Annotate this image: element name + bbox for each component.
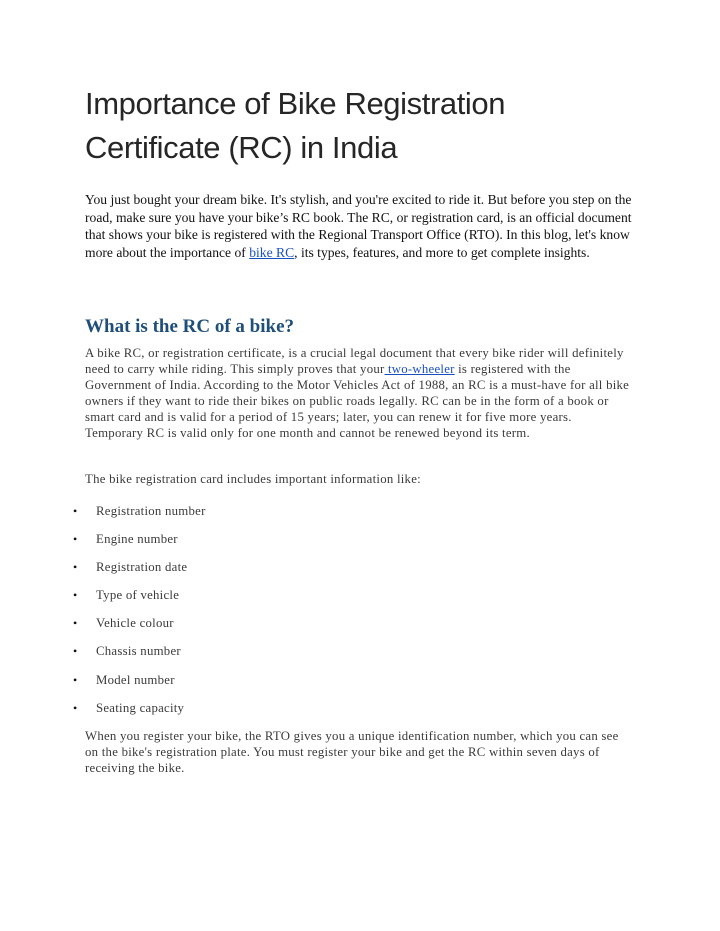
list-item-text: Registration date [96,560,188,575]
list-item [0,558,720,586]
bullet-icon: • [73,700,78,715]
intro-text-before: You just bought your dream bike. It's stylish, and you're excited to ride it. But before you step on the road, make sure you have your bike’s RC book. The RC, or registration card, is an official document that shows your bike is registered with the Regional Transport Office (RTO). In this blog, let's know more about the importance of [85,192,632,260]
list-item-text: Seating capacity [96,700,185,715]
list-item [0,614,720,642]
list-item [0,642,720,670]
list-item-text: Vehicle colour [96,616,174,631]
bullet-icon: • [73,672,78,687]
bullet-icon: • [73,560,78,575]
intro-text-after: , its types, features, and more to get complete insights. [294,244,590,260]
bullet-icon: • [73,616,78,631]
page-title: Importance of Bike Registration Certificate (RC) in India [85,86,506,165]
bullet-icon: • [73,644,78,659]
rc-definition-paragraph [85,346,630,441]
list-item-text: Model number [96,672,175,687]
bike-rc-link[interactable]: bike RC [249,244,295,260]
list-item [0,530,720,558]
two-wheeler-link[interactable]: two-wheeler [384,361,455,376]
list-item-text: Registration number [96,504,206,518]
list-item [0,502,720,530]
registration-paragraph: When you register your bike, the RTO gives you a unique identification number, which you can see on the bike's registration plate. You must register your bike and get the RC within seven days of receiving the bike. [85,729,619,775]
list-item [0,671,720,699]
rc-info-list [0,502,720,727]
bullet-icon: • [73,504,78,518]
bullet-icon: • [73,532,78,547]
intro-paragraph [85,191,640,261]
list-item [0,586,720,614]
rc-definition-text-after: is registered with the Government of India. According to the Motor Vehicles Act of 1988, an RC is a must-have for all bike owners if they want to ride their bikes on public roads legally. RC can be in the form of a book or smart card and is valid for a period of 15 years; later, you can renew it for five more years. Temporary RC is valid only for one month and cannot be renewed beyond its term. [85,361,630,440]
list-item-text: Chassis number [96,644,181,659]
list-item-text: Type of vehicle [96,588,180,603]
bullet-icon: • [73,588,78,603]
list-item-text: Engine number [96,532,178,547]
list-item [0,699,720,727]
info-intro-paragraph: The bike registration card includes important information like: [85,472,421,486]
rc-definition-text-before: A bike RC, or registration certificate, is a crucial legal document that every bike rider will definitely need to carry while riding. This simply proves that your [85,346,624,376]
section-heading: What is the RC of a bike? [85,316,295,337]
